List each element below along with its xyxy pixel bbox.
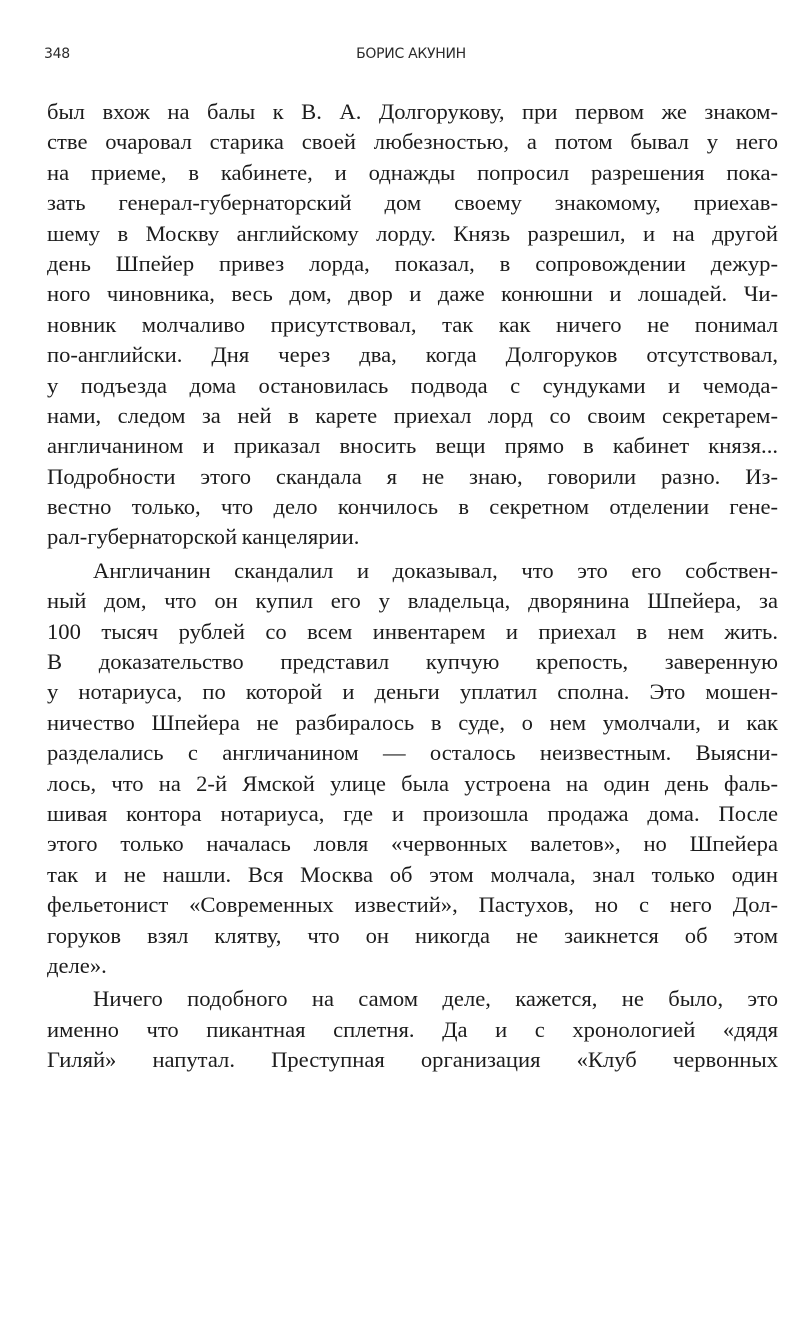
text-line: по-английски. Дня через два, когда Долгоруков отсутствовал, [47, 342, 778, 368]
text-line: Англичанин скандалил и доказывал, что это его собствен- [93, 557, 778, 583]
text-line: горуков взял клятву, что он никогда не заикнется об этом [47, 922, 778, 948]
body-text [47, 97, 778, 1076]
text-line: шему в Москву английскому лорду. Князь разрешил, и на другой [47, 220, 778, 246]
text-line: англичанином и приказал вносить вещи прямо в кабинет князя... [47, 433, 778, 459]
text-line: именно что пикантная сплетня. Да и с хронологией «дядя [47, 1016, 778, 1042]
text-line: ничество Шпейера не разбиралось в суде, о нем умолчали, и как [47, 709, 778, 735]
text-line: ный дом, что он купил его у владельца, дворянина Шпейера, за [47, 588, 778, 614]
text-line: нами, следом за ней в карете приехал лорд со своим секретарем- [47, 402, 778, 428]
text-line: у подъезда дома остановилась подвода с сундуками и чемода- [47, 372, 778, 398]
text-line: ного чиновника, весь дом, двор и даже конюшни и лошадей. Чи- [47, 281, 778, 307]
text-line: рал-губернаторской канцелярии. [47, 524, 360, 550]
text-line: вестно только, что дело кончилось в секретном отделении гене- [47, 494, 778, 520]
text-line: у нотариуса, по которой и деньги уплатил сполна. Это мошен- [47, 679, 778, 705]
paragraph-1 [47, 97, 778, 553]
text-line: шивая контора нотариуса, где и произошла продажа дома. После [47, 800, 778, 826]
text-line: Гиляй» напутал. Преступная организация «Клуб червонных [47, 1047, 778, 1073]
text-line: фельетонист «Современных известий», Пастухов, но с него Дол- [47, 892, 778, 918]
running-title: БОРИС АКУНИН [356, 46, 466, 62]
text-line: день Шпейер привез лорда, показал, в сопровождении дежур- [47, 250, 778, 276]
text-line: разделались с англичанином — осталось неизвестным. Выясни- [47, 740, 778, 766]
text-line: Ничего подобного на самом деле, кажется, не было, это [93, 986, 778, 1012]
text-line: новник молчаливо присутствовал, так как ничего не понимал [47, 311, 778, 337]
text-line: Подробности этого скандала я не знаю, говорили разно. Из- [47, 463, 778, 489]
text-line: лось, что на 2-й Ямской улице была устроена на один день фаль- [47, 770, 778, 796]
text-line: деле». [47, 952, 107, 978]
page-header [44, 44, 778, 68]
text-line: 100 тысяч рублей со всем инвентарем и приехал в нем жить. [47, 618, 778, 644]
text-line: на приеме, в кабинете, и однажды попросил разрешения пока- [47, 159, 778, 185]
text-line: В доказательство представил купчую крепость, заверенную [47, 649, 778, 675]
text-line: стве очаровал старика своей любезностью, а потом бывал у него [47, 129, 778, 155]
page-number: 348 [44, 46, 70, 62]
text-line: так и не нашли. Вся Москва об этом молчала, знал только один [47, 861, 778, 887]
text-line: был вхож на балы к В. А. Долгорукову, при первом же знаком- [47, 99, 778, 124]
paragraph-2 [47, 556, 778, 981]
paragraph-3 [47, 984, 778, 1075]
text-line: этого только началась ловля «червонных валетов», но Шпейера [47, 831, 778, 857]
text-line: зать генерал-губернаторский дом своему знакомому, приехав- [47, 190, 778, 216]
